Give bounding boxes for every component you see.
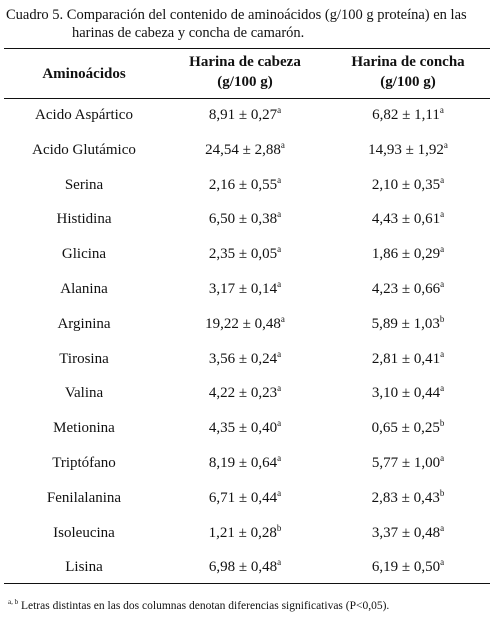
concha-value-text: 5,77 ± 1,00 <box>371 454 441 471</box>
concha-value <box>326 420 490 437</box>
table-row <box>4 518 490 553</box>
cabeza-significance-letter: a <box>277 557 282 568</box>
concha-value-text: 0,65 ± 0,25 <box>371 420 440 437</box>
table-row <box>4 274 490 309</box>
concha-value-text: 14,93 ± 1,92 <box>368 141 444 158</box>
concha-value <box>326 278 490 298</box>
cabeza-value-text: 4,35 ± 0,40 <box>208 420 278 437</box>
header-harina-cabeza-line1: Harina de cabeza <box>189 54 301 70</box>
header-harina-cabeza-line2: (g/100 g) <box>217 74 273 90</box>
concha-significance-letter: a <box>440 452 445 463</box>
aminoacid-name: Acido Aspártico <box>35 107 133 123</box>
concha-significance-letter: a <box>440 244 445 255</box>
cabeza-value <box>164 278 326 298</box>
concha-value <box>326 246 490 263</box>
concha-value <box>326 313 490 333</box>
cabeza-value <box>164 107 326 124</box>
cabeza-value <box>164 420 326 437</box>
header-harina-concha <box>326 52 490 92</box>
concha-value-text: 5,89 ± 1,03 <box>371 315 440 332</box>
aminoacid-name: Triptófano <box>52 454 116 471</box>
cabeza-significance-letter: b <box>276 522 282 533</box>
concha-value <box>326 211 490 228</box>
concha-significance-letter: a <box>440 522 445 533</box>
caption-line-2: harinas de cabeza y concha de camarón. <box>72 25 305 41</box>
table-footnote <box>8 600 389 612</box>
cabeza-significance-letter: a <box>277 105 282 115</box>
cabeza-significance-letter: a <box>277 452 282 463</box>
table-header <box>4 52 490 96</box>
cabeza-significance-letter: a <box>277 383 282 394</box>
cabeza-value-text: 1,21 ± 0,28 <box>208 524 277 541</box>
concha-value-text: 3,10 ± 0,44 <box>371 385 441 402</box>
concha-significance-letter: a <box>440 383 445 394</box>
cabeza-value <box>164 313 326 333</box>
cabeza-value-text: 6,98 ± 0,48 <box>208 559 278 576</box>
concha-value <box>326 385 490 402</box>
table-row <box>4 100 490 135</box>
cabeza-value-text: 4,22 ± 0,23 <box>208 385 278 402</box>
aminoacid-name: Serina <box>64 176 104 193</box>
table-top-rule <box>4 48 490 49</box>
concha-significance-letter: a <box>443 139 448 150</box>
concha-value <box>326 348 490 368</box>
header-aminoacidos-label: Aminoácidos <box>42 66 126 82</box>
cabeza-value-text: 2,35 ± 0,05 <box>208 246 278 263</box>
header-harina-cabeza <box>164 52 326 92</box>
cabeza-value-text: 3,17 ± 0,14 <box>208 280 278 297</box>
concha-significance-letter: a <box>440 348 445 359</box>
aminoacid-name: Fenilalanina <box>46 489 122 506</box>
concha-value <box>326 107 490 124</box>
footnote-text: Letras distintas en las dos columnas denotan diferencias significativas (P<0,05). <box>18 600 390 612</box>
cabeza-value <box>164 452 326 472</box>
aminoacid-name: Arginina <box>57 315 111 332</box>
concha-value-text: 3,37 ± 0,48 <box>371 524 441 541</box>
table-bottom-rule <box>4 583 490 584</box>
table-row <box>4 239 490 274</box>
concha-value-text: 4,43 ± 0,61 <box>371 211 441 228</box>
table-row <box>4 413 490 448</box>
concha-value-text: 2,10 ± 0,35 <box>371 176 441 193</box>
cabeza-value-text: 6,71 ± 0,44 <box>208 489 278 506</box>
table-row <box>4 483 490 518</box>
cabeza-value-text: 8,91 ± 0,27 <box>208 107 278 123</box>
cabeza-significance-letter: a <box>277 418 282 429</box>
table-row <box>4 135 490 170</box>
cabeza-value <box>164 246 326 263</box>
table-row <box>4 448 490 483</box>
cabeza-significance-letter: a <box>277 487 282 498</box>
aminoacid-name: Glicina <box>61 246 107 263</box>
aminoacid-name: Valina <box>64 385 104 402</box>
cabeza-value-text: 3,56 ± 0,24 <box>208 350 278 367</box>
footnote-marker: a, b <box>8 598 19 606</box>
cabeza-significance-letter: a <box>277 244 282 255</box>
caption-line-1: Cuadro 5. Comparación del contenido de aminoácidos (g/100 g proteína) en las <box>6 7 467 23</box>
table-header-rule <box>4 98 490 99</box>
concha-value <box>326 522 490 542</box>
table-body <box>4 100 490 587</box>
cabeza-value <box>164 348 326 368</box>
concha-value <box>326 559 490 576</box>
cabeza-value <box>164 487 326 507</box>
aminoacid-name: Acido Glutámico <box>32 141 136 158</box>
concha-value <box>326 452 490 472</box>
cabeza-value <box>164 559 326 576</box>
aminoacid-name: Metionina <box>53 420 115 437</box>
cabeza-significance-letter: a <box>277 278 282 289</box>
cabeza-significance-letter: a <box>277 174 282 185</box>
concha-significance-letter: b <box>439 418 445 429</box>
cabeza-significance-letter: a <box>280 139 285 150</box>
concha-significance-letter: a <box>440 557 445 568</box>
concha-significance-letter: b <box>439 487 445 498</box>
cabeza-value-text: 24,54 ± 2,88 <box>205 141 281 158</box>
cabeza-value <box>164 522 326 542</box>
cabeza-value-text: 2,16 ± 0,55 <box>208 176 278 193</box>
table-row <box>4 378 490 413</box>
concha-significance-letter: a <box>440 174 445 185</box>
table-caption <box>6 6 492 42</box>
table-row <box>4 170 490 205</box>
concha-value-text: 2,83 ± 0,43 <box>371 489 440 506</box>
concha-significance-letter: a <box>440 209 445 220</box>
cabeza-significance-letter: a <box>280 313 285 324</box>
concha-significance-letter: a <box>439 105 444 115</box>
cabeza-value <box>164 174 326 194</box>
concha-significance-letter: b <box>439 313 445 324</box>
cabeza-value <box>164 139 326 159</box>
concha-value <box>326 487 490 507</box>
aminoacid-name: Alanina <box>60 280 108 297</box>
concha-significance-letter: a <box>440 278 445 289</box>
aminoacid-name: Isoleucina <box>53 524 115 541</box>
table-row <box>4 344 490 379</box>
cabeza-value <box>164 211 326 228</box>
cabeza-value-text: 6,50 ± 0,38 <box>208 211 278 228</box>
concha-value-text: 1,86 ± 0,29 <box>371 246 441 263</box>
concha-value-text: 4,23 ± 0,66 <box>371 280 441 297</box>
concha-value-text: 6,82 ± 1,11 <box>372 107 440 123</box>
table-row <box>4 552 490 587</box>
header-harina-concha-line1: Harina de concha <box>351 54 465 70</box>
concha-value <box>326 139 490 159</box>
concha-value <box>326 174 490 194</box>
cabeza-significance-letter: a <box>277 348 282 359</box>
header-harina-concha-line2: (g/100 g) <box>380 74 436 90</box>
aminoacid-name: Tirosina <box>59 350 109 367</box>
table-row <box>4 309 490 344</box>
cabeza-value-text: 8,19 ± 0,64 <box>208 454 278 471</box>
header-aminoacidos <box>4 64 164 84</box>
cabeza-value <box>164 385 326 402</box>
concha-value-text: 6,19 ± 0,50 <box>371 559 441 576</box>
cabeza-significance-letter: a <box>277 209 282 220</box>
table-row <box>4 204 490 239</box>
aminoacid-name: Lisina <box>65 559 103 576</box>
concha-value-text: 2,81 ± 0,41 <box>371 350 441 367</box>
aminoacid-name: Histidina <box>56 211 112 228</box>
cabeza-value-text: 19,22 ± 0,48 <box>205 315 281 332</box>
